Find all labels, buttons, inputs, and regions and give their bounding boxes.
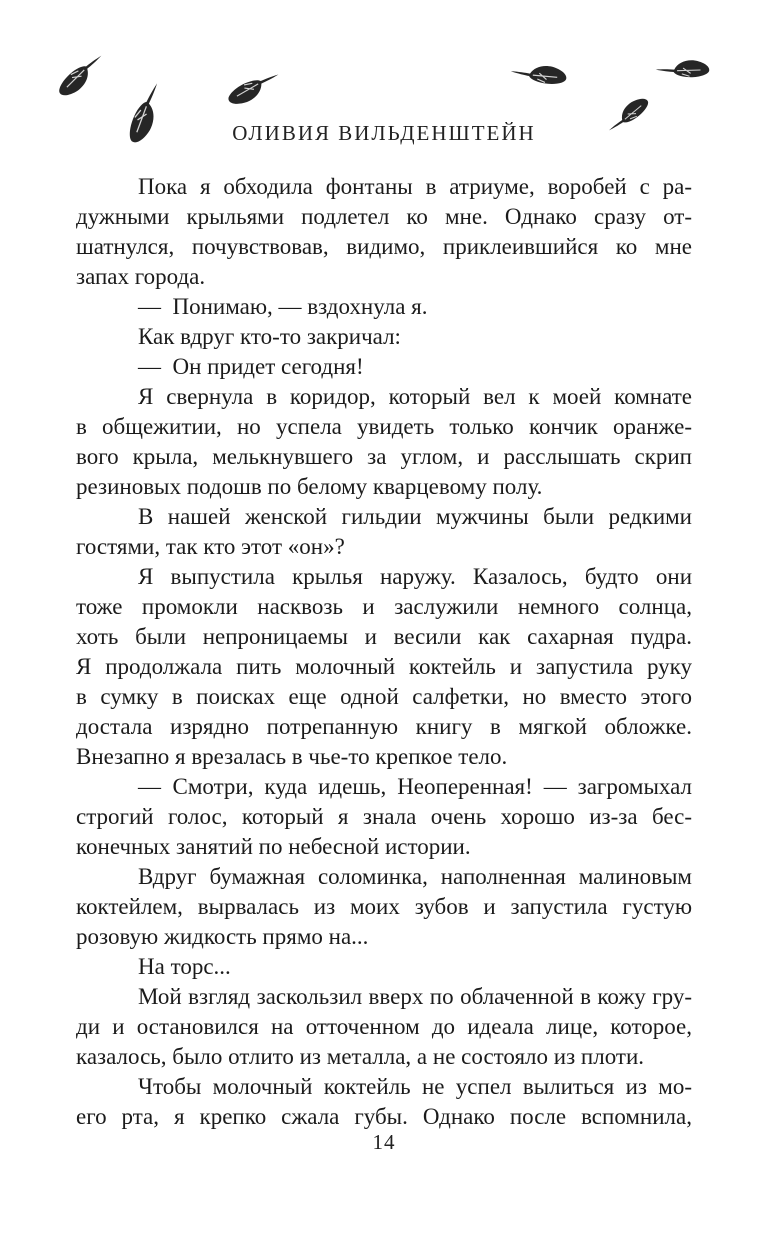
text-line: в общежитии, но успела увидеть только кончик оранже- xyxy=(76,414,692,439)
text-line: Вдруг бумажная соломинка, наполненная малиновым xyxy=(138,864,692,889)
text-line: Я продолжала пить молочный коктейль и запустила руку xyxy=(76,654,692,679)
text-line: Мой взгляд заскользил вверх по облаченной в кожу гру- xyxy=(138,984,692,1009)
text-line: казалось, было отлито из металла, а не состояло из плоти. xyxy=(76,1044,645,1069)
text-line: строгий голос, который я знала очень хорошо из-за бес- xyxy=(76,804,692,829)
feather-icon xyxy=(648,36,715,104)
text-line: хоть были непроницаемы и весили как сахарная пудра. xyxy=(76,624,692,649)
text-line: — Смотри, куда идешь, Неоперенная! — загромыхал xyxy=(138,774,692,799)
text-line: — Он придет сегодня! xyxy=(138,354,364,379)
text-line: Внезапно я врезалась в чье-то крепкое тело. xyxy=(76,744,508,769)
feather-icon xyxy=(224,56,284,119)
text-line: Чтобы молочный коктейль не успел вылиться из мо- xyxy=(138,1074,692,1099)
text-line: Я свернула в коридор, который вел к моей комнате xyxy=(138,384,692,409)
text-line: шатнулся, почувствовав, видимо, приклеившийся ко мне xyxy=(76,234,692,259)
text-line: в сумку в поисках еще одной салфетки, но вместо этого xyxy=(76,684,692,709)
text-line: достала изрядно потрепанную книгу в мягкой обложке. xyxy=(76,714,692,739)
text-line: дужными крыльями подлетел ко мне. Однако сразу от- xyxy=(76,204,692,229)
text-line: коктейлем, вырвалась из моих зубов и запустила густую xyxy=(76,894,692,919)
text-line: конечных занятий по небесной истории. xyxy=(76,834,471,859)
running-header-author: ОЛИВИЯ ВИЛЬДЕНШТЕЙН xyxy=(232,121,536,145)
text-line: резиновых подошв по белому кварцевому полу. xyxy=(76,474,543,499)
text-line: Как вдруг кто-то закричал: xyxy=(138,324,401,349)
text-line: Пока я обходила фонтаны в атриуме, воробей с ра- xyxy=(138,174,692,199)
feather-icon xyxy=(503,39,573,111)
text-line: его рта, я крепко сжала губы. Однако после вспомнила, xyxy=(76,1104,692,1129)
text-line: ди и остановился на отточенном до идеала лице, которое, xyxy=(76,1014,692,1039)
text-line: В нашей женской гильдии мужчины были редкими xyxy=(138,504,692,529)
feather-icon xyxy=(56,44,107,104)
text-line: гостями, так кто этот «он»? xyxy=(76,534,345,559)
text-line: вого крыла, мелькнувшего за углом, и расслышать скрип xyxy=(76,444,692,469)
text-line: тоже промокли насквозь и заслужили немного солнца, xyxy=(76,594,692,619)
text-line: запах города. xyxy=(76,264,206,289)
text-line: На торс... xyxy=(138,954,231,979)
body-text xyxy=(76,172,692,1132)
text-line: — Понимаю, — вздохнула я. xyxy=(138,294,428,319)
page-number: 14 xyxy=(372,1130,396,1154)
text-line: Я выпустила крылья наружу. Казалось, будто они xyxy=(138,564,692,589)
text-line: розовую жидкость прямо на... xyxy=(76,924,369,949)
